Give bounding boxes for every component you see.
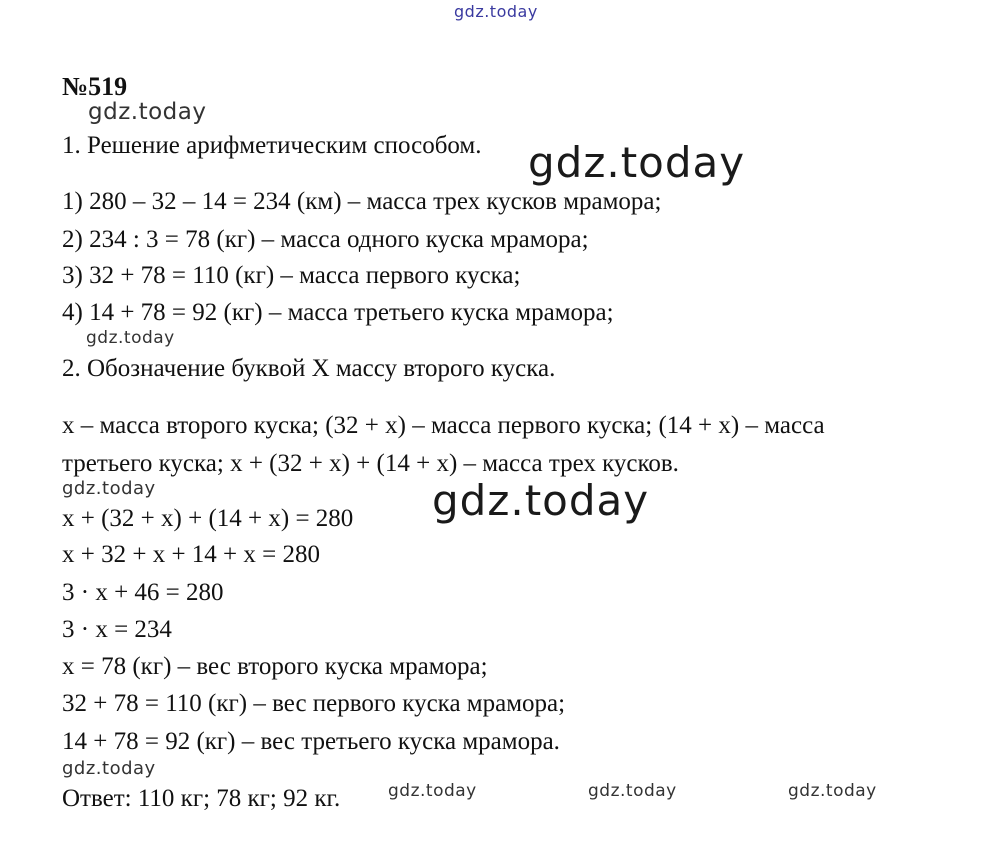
equation-6: 32 + 78 = 110 (кг) – вес первого куска мрамора; [62, 690, 566, 717]
equation-5: х = 78 (кг) – вес второго куска мрамора; [62, 653, 488, 680]
equation-4: 3 · х = 234 [62, 616, 172, 643]
watermark: gdz.today [388, 781, 477, 801]
equation-3: 3 · х + 46 = 280 [62, 579, 224, 606]
watermark: gdz.today [62, 478, 156, 499]
step-4: 4) 14 + 78 = 92 (кг) – масса третьего куска мрамора; [62, 299, 614, 326]
definition-line-2: третьего куска; х + (32 + х) + (14 + х) – масса трех кусков. [62, 450, 679, 477]
watermark-top: gdz.today [454, 2, 538, 21]
watermark: gdz.today [88, 99, 207, 125]
definition-line-1: х – масса второго куска; (32 + х) – масса первого куска; (14 + х) – масса [62, 412, 825, 439]
watermark: gdz.today [86, 328, 175, 348]
step-3: 3) 32 + 78 = 110 (кг) – масса первого куска; [62, 262, 521, 289]
answer: Ответ: 110 кг; 78 кг; 92 кг. [62, 785, 341, 812]
watermark: gdz.today [62, 758, 156, 779]
equation-2: х + 32 + х + 14 + х = 280 [62, 541, 320, 568]
problem-number: №519 [62, 72, 128, 101]
watermark-large: gdz.today [528, 138, 746, 187]
method2-heading: 2. Обозначение буквой Х массу второго куска. [62, 355, 556, 382]
step-1: 1) 280 – 32 – 14 = 234 (км) – масса трех кусков мрамора; [62, 188, 662, 215]
watermark: gdz.today [788, 781, 877, 801]
equation-7: 14 + 78 = 92 (кг) – вес третьего куска мрамора. [62, 728, 560, 755]
equation-1: х + (32 + х) + (14 + х) = 280 [62, 505, 354, 532]
watermark-large: gdz.today [432, 476, 650, 525]
method1-heading: 1. Решение арифметическим способом. [62, 132, 482, 159]
step-2: 2) 234 : 3 = 78 (кг) – масса одного куска мрамора; [62, 226, 589, 253]
watermark: gdz.today [588, 781, 677, 801]
